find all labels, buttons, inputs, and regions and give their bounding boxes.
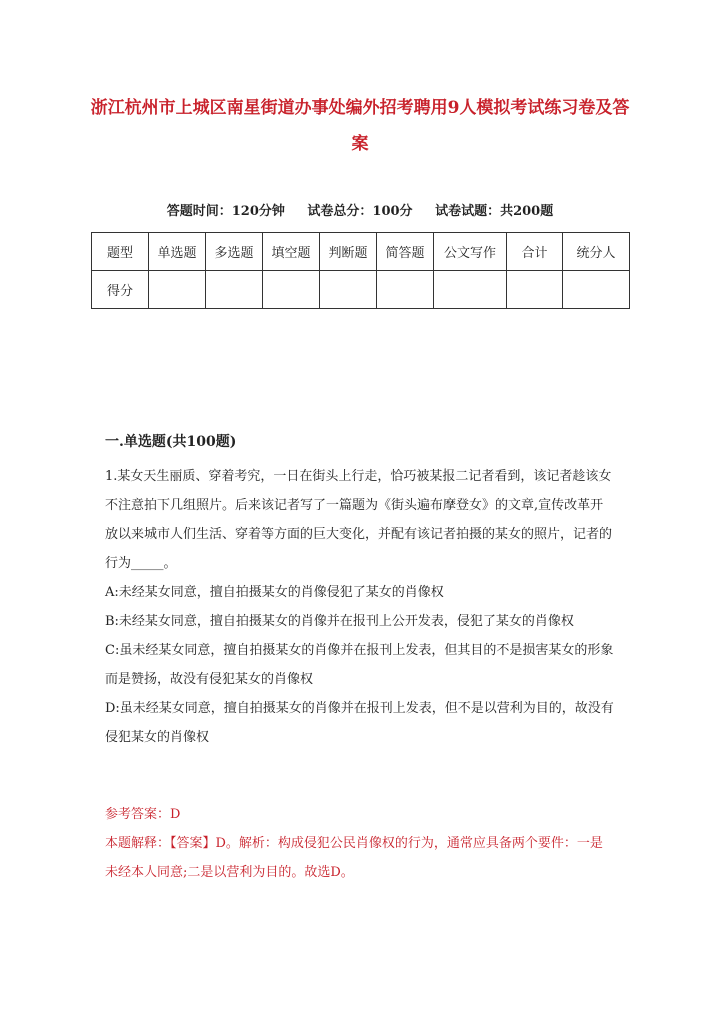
header-cell: 合计 bbox=[507, 233, 563, 271]
option-b: B:未经某女同意，擅自拍摄某女的肖像并在报刊上公开发表，侵犯了某女的肖像权 bbox=[105, 614, 574, 629]
header-cell: 简答题 bbox=[377, 233, 434, 271]
score-cell[interactable] bbox=[149, 271, 206, 309]
header-cell: 统分人 bbox=[563, 233, 630, 271]
score-cell[interactable] bbox=[507, 271, 563, 309]
option-c: C:虽未经某女同意，擅自拍摄某女的肖像并在报刊上发表，但其目的不是损害某女的形象而是赞扬，故没有侵犯某女的肖像权 bbox=[105, 643, 614, 687]
option-d: D:虽未经某女同意，擅自拍摄某女的肖像并在报刊上发表，但不是以营利为目的，故没有侵犯某女的肖像权 bbox=[105, 701, 614, 745]
score-cell[interactable] bbox=[434, 271, 507, 309]
exam-total-score: 试卷总分：100分 bbox=[307, 204, 413, 219]
score-cell[interactable] bbox=[263, 271, 320, 309]
question-block bbox=[105, 462, 615, 752]
header-cell: 题型 bbox=[92, 233, 149, 271]
score-cell[interactable] bbox=[206, 271, 263, 309]
score-cell[interactable] bbox=[377, 271, 434, 309]
score-table-score-row bbox=[92, 271, 630, 309]
header-cell: 多选题 bbox=[206, 233, 263, 271]
answer-block bbox=[105, 800, 615, 887]
header-cell: 判断题 bbox=[320, 233, 377, 271]
score-cell[interactable] bbox=[320, 271, 377, 309]
score-cell[interactable] bbox=[563, 271, 630, 309]
exam-meta bbox=[0, 200, 720, 219]
question-text: 1.某女天生丽质、穿着考究，一日在街头上行走，恰巧被某报二记者看到，该记者趁该女不注意拍下几组照片。后来该记者写了一篇题为《街头遍布摩登女》的文章,宣传改革开放以来城市人们生活、穿着等方面的巨大变化，并配有该记者拍摄的某女的照片，记者的行为_____。 bbox=[105, 469, 613, 571]
header-cell: 单选题 bbox=[149, 233, 206, 271]
answer-explanation: 本题解释：【答案】D。解析：构成侵犯公民肖像权的行为，通常应具备两个要件：一是未经本人同意;二是以营利为目的。故选D。 bbox=[105, 836, 603, 880]
page-title: 浙江杭州市上城区南星街道办事处编外招考聘用9人模拟考试练习卷及答案 bbox=[90, 98, 630, 154]
exam-question-count: 试卷试题：共200题 bbox=[435, 204, 554, 219]
header-cell: 填空题 bbox=[263, 233, 320, 271]
reference-answer: 参考答案：D bbox=[105, 807, 181, 822]
header-cell: 公文写作 bbox=[434, 233, 507, 271]
score-table-header-row bbox=[92, 233, 630, 271]
exam-time: 答题时间：120分钟 bbox=[166, 204, 285, 219]
option-a: A:未经某女同意，擅自拍摄某女的肖像侵犯了某女的肖像权 bbox=[105, 585, 444, 600]
section-heading: 一.单选题(共100题) bbox=[105, 434, 237, 450]
score-row-label: 得分 bbox=[92, 271, 149, 309]
score-table bbox=[91, 232, 630, 309]
